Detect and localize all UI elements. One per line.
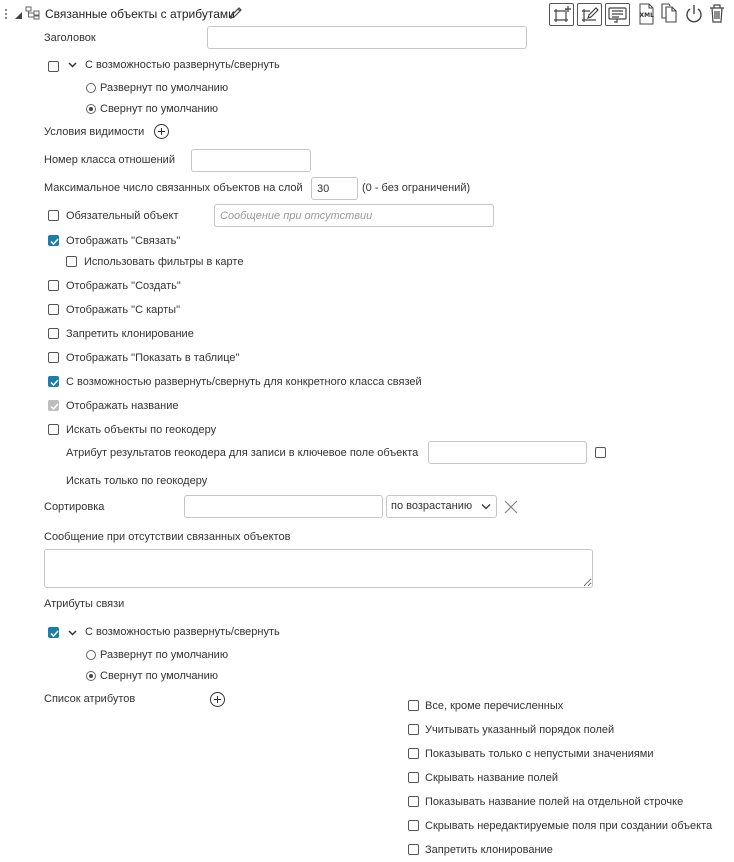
option-hide-names-checkbox[interactable] (408, 772, 419, 783)
link-attr-collapsed-radio[interactable] (86, 671, 96, 681)
collapsible-per-class-checkbox[interactable] (48, 376, 59, 387)
add-frame-icon[interactable] (549, 3, 574, 26)
sort-field-input[interactable] (184, 495, 383, 518)
heading-label: Заголовок (44, 32, 96, 44)
attr-list-label: Список атрибутов (44, 693, 136, 705)
option-field-order-label: Учитывать указанный порядок полей (425, 724, 615, 736)
collapsed-default-label: Свернут по умолчанию (100, 103, 219, 115)
use-map-filters-checkbox[interactable] (66, 256, 77, 267)
max-linked-hint: (0 - без ограничений) (362, 182, 471, 194)
geocoder-attr-label: Атрибут результатов геокодера для записи в ключевое поле объекта (66, 447, 419, 459)
relation-class-label: Номер класса отношений (44, 154, 175, 166)
option-forbid-cloning-checkbox[interactable] (408, 844, 419, 855)
expanded-default-radio[interactable] (86, 83, 96, 93)
link-attributes-title: Атрибуты связи (44, 598, 125, 610)
section-title: Связанные объекты с атрибутами (45, 7, 235, 21)
chevron-down-icon (481, 502, 491, 514)
link-attr-collapsible-label: С возможностью развернуть/свернуть (85, 626, 280, 638)
geocoder-search-label: Искать объекты по геокодеру (66, 424, 217, 436)
option-forbid-cloning-label: Запретить клонирование (425, 844, 553, 856)
use-map-filters-label: Использовать фильтры в карте (84, 256, 244, 268)
text-block-icon[interactable] (605, 3, 630, 26)
relation-class-input[interactable] (191, 149, 311, 172)
collapsible-checkbox[interactable] (48, 61, 59, 72)
power-icon[interactable] (684, 3, 704, 26)
geocoder-only-label[interactable]: Искать только по геокодеру (66, 475, 208, 487)
clear-sort-icon[interactable] (504, 500, 518, 517)
chevron-down-icon[interactable] (68, 628, 77, 637)
show-in-table-checkbox[interactable] (48, 352, 59, 363)
show-create-label: Отображать "Создать" (66, 280, 181, 292)
sort-label: Сортировка (44, 501, 105, 513)
expanded-default-label: Развернут по умолчанию (100, 82, 229, 94)
option-hide-readonly-checkbox[interactable] (408, 820, 419, 831)
required-object-checkbox[interactable] (48, 210, 59, 221)
sort-order-select[interactable] (386, 495, 497, 518)
option-non-empty-label: Показывать только с непустыми значениями (425, 748, 654, 760)
empty-message-label: Сообщение при отсутствии связанных объектов (44, 531, 291, 543)
add-attribute-icon[interactable] (210, 692, 225, 707)
collapsible-label: С возможностью развернуть/свернуть (85, 59, 280, 71)
option-hide-names-label: Скрывать название полей (425, 772, 559, 784)
forbid-cloning-checkbox[interactable] (48, 328, 59, 339)
chevron-down-icon[interactable] (68, 60, 77, 69)
linked-objects-icon (25, 6, 41, 23)
required-message-input[interactable] (214, 204, 494, 227)
collapsed-default-radio[interactable] (86, 104, 96, 114)
collapse-triangle-icon[interactable] (14, 10, 22, 22)
link-attr-collapsible-checkbox[interactable] (48, 627, 59, 638)
heading-input[interactable] (207, 26, 527, 49)
empty-message-textarea[interactable] (44, 549, 593, 588)
max-linked-input[interactable] (311, 177, 358, 200)
option-hide-readonly-label: Скрывать нередактируемые поля при создании объекта (425, 820, 713, 832)
edit-frame-icon[interactable] (577, 3, 602, 26)
show-create-checkbox[interactable] (48, 280, 59, 291)
show-name-label: Отображать название (66, 400, 179, 412)
option-field-order-checkbox[interactable] (408, 724, 419, 735)
show-name-checkbox (48, 400, 59, 411)
show-link-checkbox[interactable] (48, 235, 59, 246)
visibility-conditions-label: Условия видимости (44, 126, 145, 138)
required-object-label: Обязательный объект (66, 210, 179, 222)
xml-icon[interactable] (637, 3, 655, 26)
add-visibility-condition-icon[interactable] (154, 124, 169, 139)
show-from-map-checkbox[interactable] (48, 304, 59, 315)
link-attr-collapsed-label: Свернут по умолчанию (100, 670, 219, 682)
show-from-map-label: Отображать "С карты" (66, 304, 180, 316)
svg-text:XML: XML (639, 12, 654, 19)
option-all-except-label: Все, кроме перечисленных (425, 700, 564, 712)
sort-order-value: по возрастанию (391, 500, 473, 512)
forbid-cloning-label: Запретить клонирование (66, 328, 194, 340)
max-linked-label: Максимальное число связанных объектов на слой (44, 182, 303, 194)
copy-icon[interactable] (660, 3, 678, 26)
option-all-except-checkbox[interactable] (408, 700, 419, 711)
option-names-separate-line-checkbox[interactable] (408, 796, 419, 807)
link-attr-expanded-radio[interactable] (86, 650, 96, 660)
collapsible-per-class-label: С возможностью развернуть/свернуть для конкретного класса связей (66, 376, 422, 388)
trash-icon[interactable] (708, 3, 726, 26)
option-names-separate-line-label: Показывать название полей на отдельной строчке (425, 796, 684, 808)
geocoder-search-checkbox[interactable] (48, 424, 59, 435)
link-attr-expanded-label: Развернут по умолчанию (100, 649, 229, 661)
show-in-table-label: Отображать "Показать в таблице" (66, 352, 240, 364)
drag-handle-icon[interactable] (4, 8, 8, 20)
show-link-label: Отображать "Связать" (66, 235, 181, 247)
geocoder-attr-input[interactable] (428, 441, 587, 464)
edit-title-pencil-icon[interactable] (229, 6, 243, 23)
geocoder-attr-checkbox[interactable] (595, 447, 606, 458)
option-non-empty-checkbox[interactable] (408, 748, 419, 759)
